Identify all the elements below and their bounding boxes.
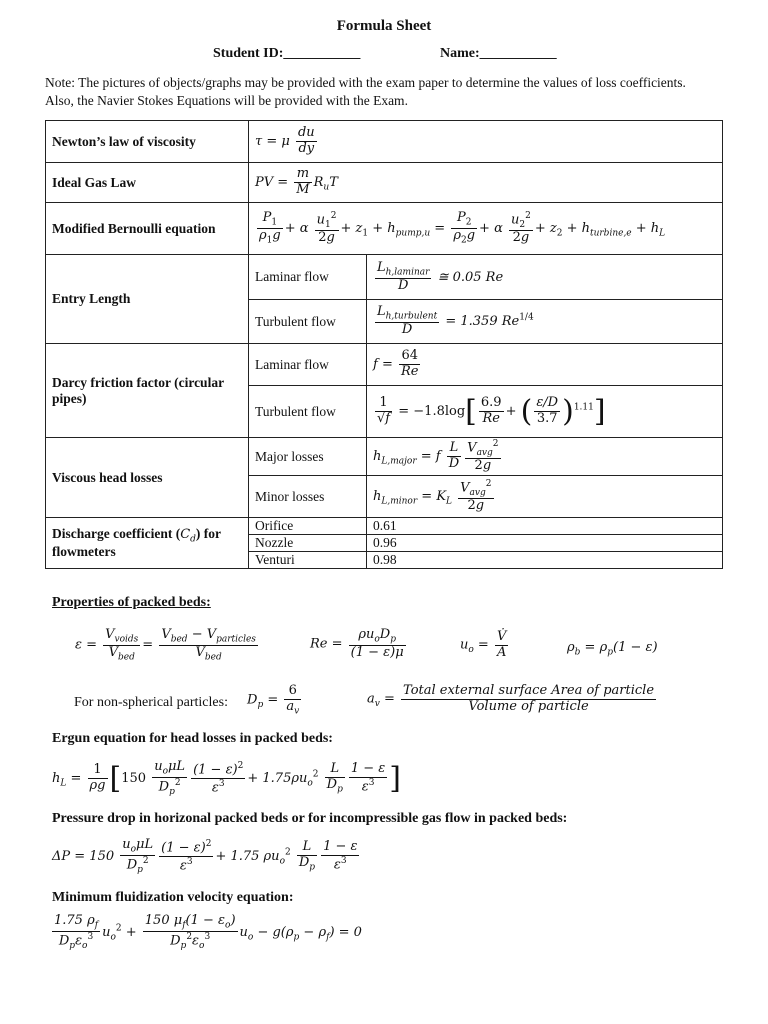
note-line-2: Also, the Navier Stokes Equations will be provided with the Exam. <box>45 93 408 108</box>
entry-turbulent-label: Turbulent flow <box>249 300 367 344</box>
av-den: Volume of particle <box>401 699 656 715</box>
colebrook-a: 6.9 <box>480 395 502 411</box>
entry-turbulent-rhs: = 1.359 Re <box>445 314 520 329</box>
packed-beds-heading: Properties of packed beds: <box>52 595 211 610</box>
non-spherical-label: For non-spherical particles: <box>74 695 228 710</box>
name-label: Name:___________ <box>440 46 557 61</box>
nozzle-label: Nozzle <box>249 535 367 552</box>
dp-a: ΔP = 150 <box>52 848 115 864</box>
minor-losses-label: Minor losses <box>249 476 367 518</box>
pressure-drop-heading: Pressure drop in horizonal packed beds or for incompressible gas flow in packed beds: <box>52 811 568 826</box>
major-losses-label: Major losses <box>249 438 367 476</box>
major-losses-formula: $h_{L,major} = f$ $\frac{L}{D}$ $\frac{V_{avg}^2}{2g}$ <box>367 438 723 476</box>
mf-end: ) = 0 <box>329 924 362 940</box>
velocity-formula: $u_o$ = $\frac{V̇}{A}$ <box>460 629 507 660</box>
darcy-laminar-label: Laminar flow <box>249 344 367 386</box>
orifice-label: Orifice <box>249 518 367 535</box>
pressure-drop-formula: ΔP = 150 $\frac{u_o\mu L}{D_p^2}$ $\frac{(1 - \varepsilon)^2}{\varepsilon^3}$ + 1.75 $\rho u_o^2$ $\frac{L}{D_p}$ $\frac{1 - \varepsilon}{\varepsilon^3}$ <box>52 837 358 875</box>
nozzle-value: 0.96 <box>367 535 723 552</box>
mf-rhs: u <box>239 924 248 940</box>
newton-label: Newton’s law of viscosity <box>46 121 249 163</box>
mf-b: 150 μ <box>144 913 183 928</box>
darcy-turbulent-label: Turbulent flow <box>249 386 367 438</box>
colebrook-exp: 1.11 <box>573 402 594 413</box>
ideal-gas-formula: PV = $\frac{m}{M}$ $R_uT$ <box>249 163 723 203</box>
porosity-formula: ε = $\frac{V_{voids}}{V_{bed}}$ = $\frac{V_{bed} - V_{particles}}{V_{bed}}$ <box>75 627 256 663</box>
venturi-label: Venturi <box>249 552 367 569</box>
av-formula: $a_v$ = $\frac{\text{Total external surface Area of particle}}{\text{Volume of particle}}$ <box>367 683 655 714</box>
formula-table <box>45 120 723 569</box>
row-darcy-laminar <box>46 344 723 386</box>
entry-laminar-rhs: ≅ 0.05 Re <box>437 269 504 285</box>
newton-formula: τ = μ $\frac{du}{dy}$ <box>249 121 723 163</box>
row-newton <box>46 121 723 163</box>
ergun-heading: Ergun equation for head losses in packed beds: <box>52 731 333 746</box>
reynolds-formula: Re = $\frac{\rho u_oD_p}{(1 - \varepsilon)\mu}$ <box>310 627 404 660</box>
ideal-gas-label: Ideal Gas Law <box>46 163 249 203</box>
darcy-laminar-formula: f = $\frac{64}{Re}$ <box>367 344 723 386</box>
viscous-label: Viscous head losses <box>46 438 249 518</box>
mf-a: 1.75 ρ <box>54 913 95 928</box>
min-fluid-formula: $\frac{1.75 \rho_f}{D_p\varepsilon_o^3}$ $u_o^2$ + $\frac{150 \mu_f(1 - \varepsilon_o)}{D_p^2\varepsilon_o^3}$ $u_o - g(\rho_p - \rho_f) = 0$ <box>54 913 362 951</box>
colebrook-b: 3.7 <box>534 411 560 427</box>
venturi-value: 0.98 <box>367 552 723 569</box>
entry-turbulent-formula: $\frac{L_{h,turbulent}}{D}$ = 1.359 $Re^{1/4}$ <box>367 300 723 344</box>
row-bernoulli <box>46 203 723 255</box>
bernoulli-formula: $\frac{P_1}{\rho_1g}$ + α $\frac{u_1^2}{2g}$ + $z_1 + h_{pump,u}$ = $\frac{P_2}{\rho_2g}$ + α $\frac{u_2^2}{2g}$ + $z_2 + h_{turbine,e} + h_L$ <box>249 203 723 255</box>
av-num: Total external surface Area of particle <box>403 683 655 698</box>
row-orifice <box>46 518 723 535</box>
ergun-formula: $h_L$ = $\frac{1}{\rho g}$ [150 $\frac{u_o\mu L}{D_p^2}$ $\frac{(1 - \varepsilon)^2}{\varepsilon^3}$ + $1.75\rho u_o^2$ $\frac{L}{D_p}$ $\frac{1 - \varepsilon}{\varepsilon^3}$ ] <box>52 759 401 797</box>
row-entry-laminar <box>46 255 723 300</box>
note <box>45 74 735 110</box>
min-fluid-heading: Minimum fluidization velocity equation: <box>52 890 294 905</box>
page-title: Formula Sheet <box>336 18 432 34</box>
entry-turbulent-exp: 1/4 <box>519 312 534 323</box>
bulk-density-formula: $\rho_b = \rho_p(1 - \varepsilon)$ <box>567 640 658 658</box>
orifice-value: 0.61 <box>367 518 723 535</box>
mf-tail: − g(ρ <box>257 924 294 940</box>
entry-laminar-label: Laminar flow <box>249 255 367 300</box>
dp-num: 6 <box>288 683 297 698</box>
note-line-1: Note: The pictures of objects/graphs may be provided with the exam paper to determine the values of loss coefficients. <box>45 75 686 90</box>
bernoulli-label: Modified Bernoulli equation <box>46 203 249 255</box>
discharge-label: Discharge coefficient $(C_d)$ for flowmeters <box>46 518 249 569</box>
darcy-label: Darcy friction factor (circular pipes) <box>46 344 249 438</box>
dp-formula: $D_p$ = $\frac{6}{a_v}$ <box>247 683 300 717</box>
row-ideal-gas <box>46 163 723 203</box>
minor-losses-formula: $h_{L,minor} = K_L$ $\frac{V_{avg}^2}{2g}$ <box>367 476 723 518</box>
colebrook-formula: $\frac{1}{√f}$ = −1.8log[ $\frac{6.9}{Re}$ + ( $\frac{\varepsilon/D}{3.7}$ )$^{1.11}$] <box>367 386 723 438</box>
student-id-label: Student ID:___________ <box>213 46 361 61</box>
entry-length-label: Entry Length <box>46 255 249 344</box>
colebrook-const: = −1.8log <box>398 404 466 419</box>
dp-b: + 1.75 ρu <box>215 848 280 864</box>
ergun-a: 150 <box>121 770 147 786</box>
ergun-b: + 1.75ρu <box>247 770 308 786</box>
entry-laminar-formula: $\frac{L_{h,laminar}}{D}$ ≅ 0.05 Re <box>367 255 723 300</box>
row-viscous-major <box>46 438 723 476</box>
f-laminar-num: 64 <box>401 348 418 364</box>
